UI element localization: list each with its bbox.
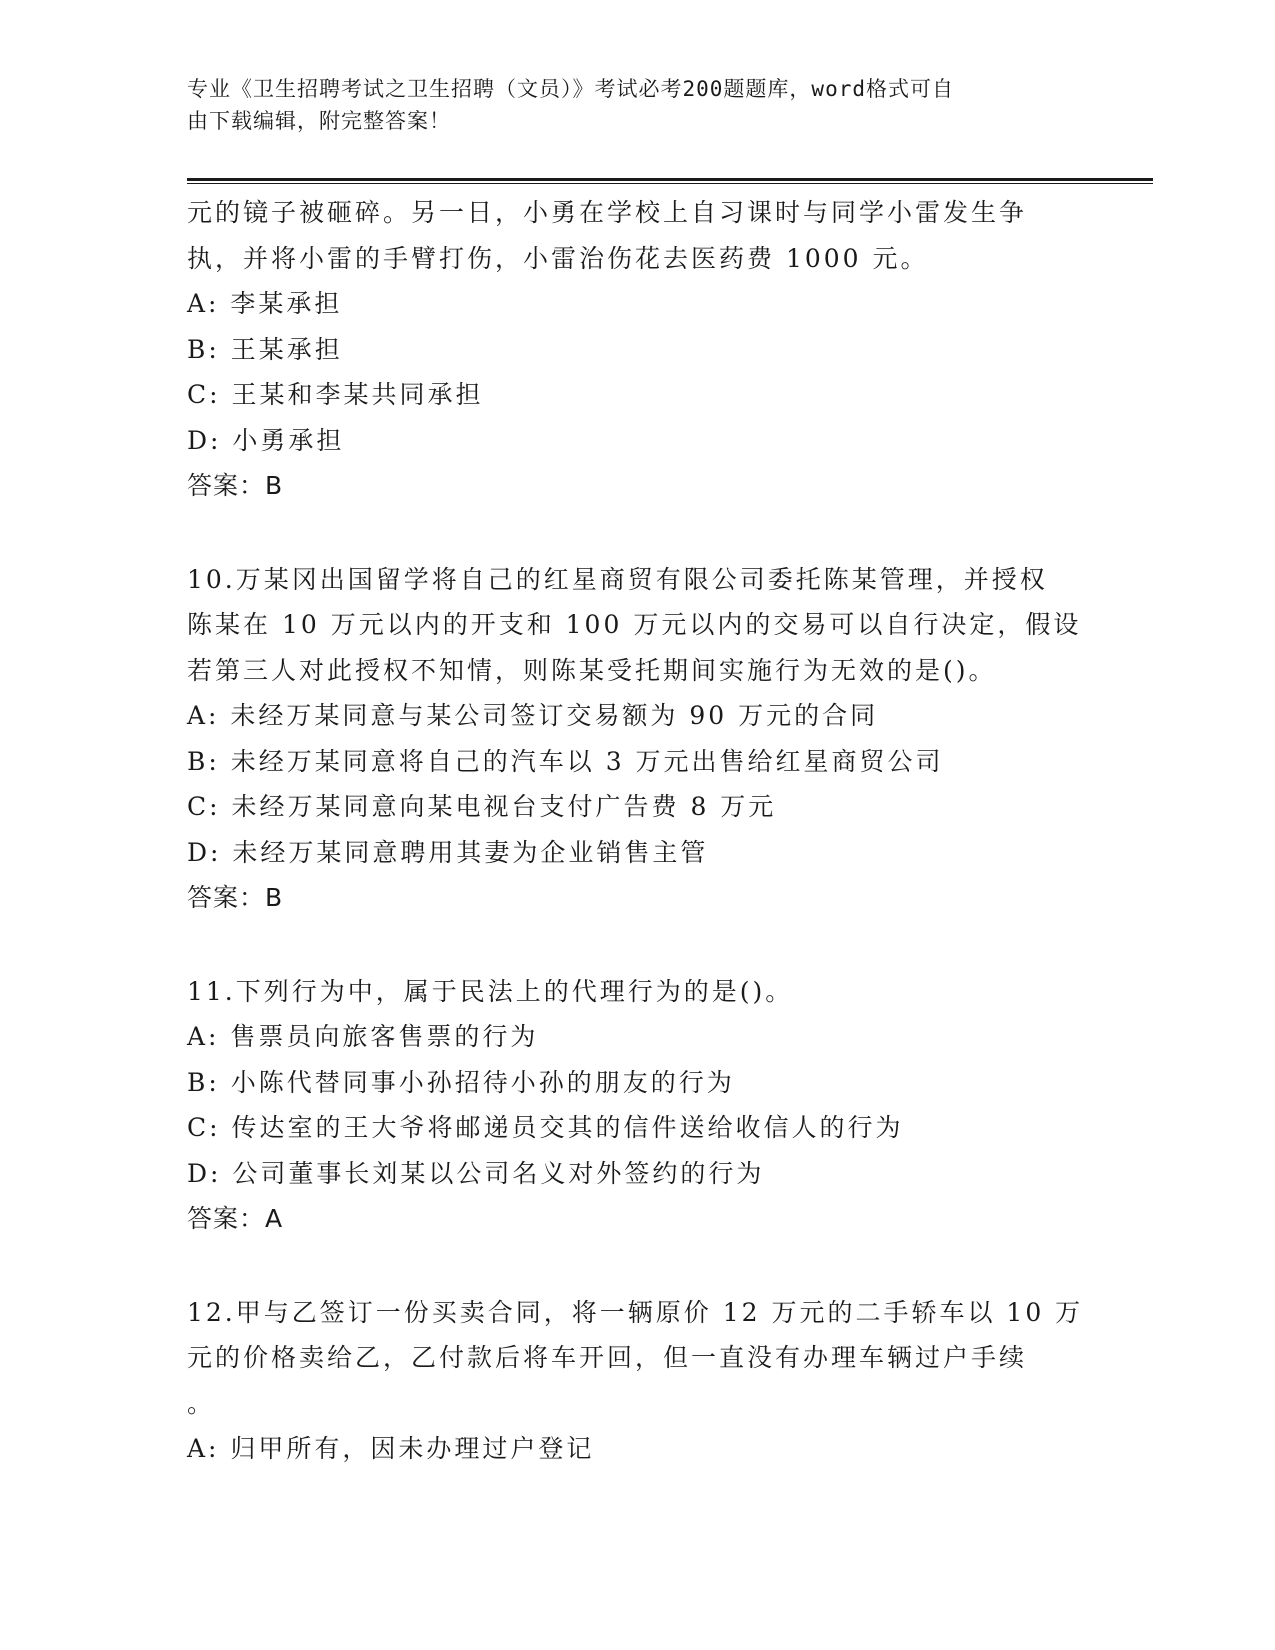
option-b: B: 未经万某同意将自己的汽车以 3 万元出售给红星商贸公司 (187, 746, 944, 776)
option-a: A: 售票员向旅客售票的行为 (187, 1022, 539, 1051)
option-d: D: 公司董事长刘某以公司名义对外签约的行为 (187, 1158, 765, 1188)
question-text-line: 陈某在 10 万元以内的开支和 100 万元以内的交易可以自行决定，假设 (187, 610, 1082, 639)
option-c: C: 未经万某同意向某电视台支付广告费 8 万元 (187, 792, 777, 821)
option-a: A: 未经万某同意与某公司签订交易额为 90 万元的合同 (187, 701, 879, 730)
question-text-line: 元的镜子被砸碎。另一日，小勇在学校上自习课时与同学小雷发生争 (187, 198, 1028, 227)
question-text-line: 11.下列行为中，属于民法上的代理行为的是()。 (187, 976, 794, 1006)
question-text-line: 若第三人对此授权不知情，则陈某受托期间实施行为无效的是()。 (187, 655, 997, 685)
option-a: A: 归甲所有，因未办理过户登记 (187, 1434, 595, 1463)
question-11 (187, 969, 1067, 1242)
answer: 答案：B (187, 883, 284, 912)
question-content (187, 190, 1084, 1472)
answer: 答案：A (187, 1204, 284, 1233)
header-line-2: 由下载编辑，附完整答案！ (187, 109, 451, 133)
option-a: A: 李某承担 (187, 289, 343, 318)
question-10 (187, 557, 1082, 921)
option-d: D: 小勇承担 (187, 425, 345, 455)
option-b: B: 小陈代替同事小孙招待小孙的朋友的行为 (187, 1067, 735, 1097)
question-spacer (187, 1242, 1067, 1290)
option-c: C: 王某和李某共同承担 (187, 380, 484, 409)
header-line-1: 专业《卫生招聘考试之卫生招聘（文员）》考试必考200题题库，word格式可自 (187, 77, 954, 101)
divider-thin-line (187, 183, 1153, 184)
question-text-line: 。 (187, 1388, 216, 1418)
question-9-continued (187, 190, 1067, 509)
question-spacer (187, 921, 1067, 969)
question-text-line: 元的价格卖给乙，乙付款后将车开回，但一直没有办理车辆过户手续 (187, 1343, 1028, 1372)
header-divider (187, 178, 1153, 185)
answer: 答案：B (187, 471, 284, 500)
page-header (187, 73, 1067, 137)
option-c: C: 传达室的王大爷将邮递员交其的信件送给收信人的行为 (187, 1113, 904, 1142)
divider-thick-line (187, 178, 1153, 181)
question-12 (187, 1290, 1084, 1472)
option-d: D: 未经万某同意聘用其妻为企业销售主管 (187, 837, 709, 867)
question-spacer (187, 509, 1067, 557)
document-page (187, 0, 1153, 1650)
question-text-line: 12.甲与乙签订一份买卖合同，将一辆原价 12 万元的二手轿车以 10 万 (187, 1297, 1084, 1327)
option-b: B: 王某承担 (187, 334, 343, 364)
question-text-line: 10.万某冈出国留学将自己的红星商贸有限公司委托陈某管理，并授权 (187, 564, 1048, 594)
question-text-line: 执，并将小雷的手臂打伤，小雷治伤花去医药费 1000 元。 (187, 243, 929, 273)
